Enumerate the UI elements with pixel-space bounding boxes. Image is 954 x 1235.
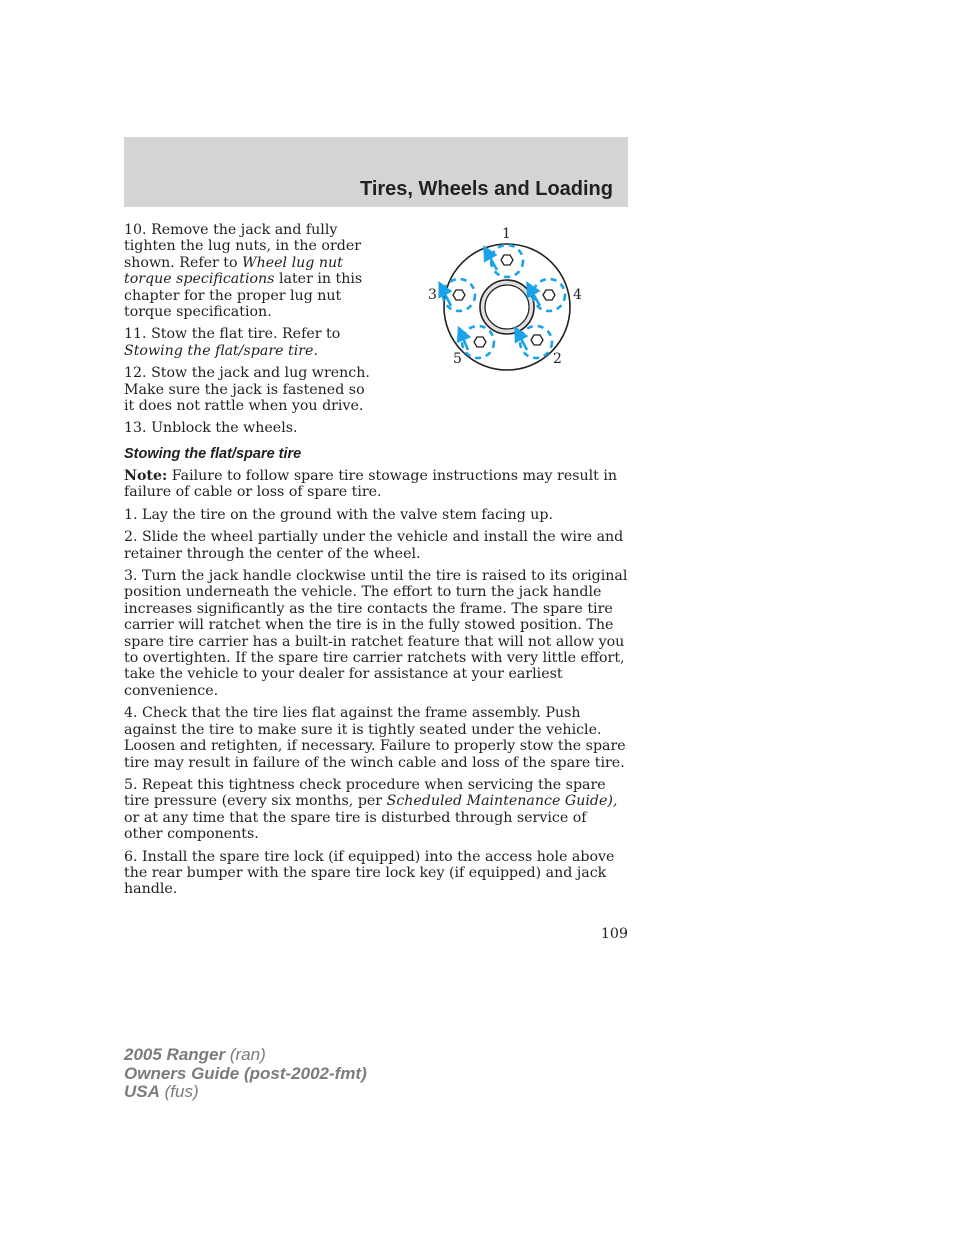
stow-step-4: 4. Check that the tire lies flat against the frame assembly. Push against the tire to make sure it is tightly seated under the vehicle. Loosen and retighten, if necessary. Failure to properly stow the spare tire may result in failure of the winch cable and loss of the spare tire. [124,705,626,771]
stow-step-5-reference: Scheduled Maintenance Guide), [386,793,618,810]
stow-step-1: 1. Lay the tire on the ground with the valve stem facing up. [124,506,554,523]
footer-line-2: Owners Guide (post-2002-fmt) [124,1063,367,1083]
steps-column [124,222,372,443]
lug-nut-5 [474,337,486,347]
step-10: 10. Remove the jack and fully tighten the lug nuts, in the order shown. Refer to Wheel lug nut torque specifications later in this chapter for the proper lug nut torque specification. [124,222,363,321]
footer-line-1: 2005 Ranger (ran) [124,1045,266,1064]
step-11-reference: Stowing the flat/spare tire. [124,342,318,359]
stow-step-3: 3. Turn the jack handle clockwise until the tire is raised to its original position underneath the vehicle. The effort to turn the jack handle increases significantly as the tire contacts the frame. The spare tire carrier will ratchet when the tire is in the fully stowed position. The spare tire carrier has a built-in ratchet feature that will not allow you to overtighten. If the spare tire carrier ratchets with very little effort, take the vehicle to your dealer for assistance at your earliest convenience. [124,568,628,699]
label-5: 5 [453,351,462,367]
lug-nut-3 [453,290,465,300]
stowing-section [124,445,628,904]
chapter-header [124,137,628,207]
document-footer [124,1046,367,1102]
label-2: 2 [553,351,562,367]
step-10-reference: Wheel lug nut torque specifications [124,254,343,288]
lug-nut-1 [501,255,513,265]
note-paragraph: Note: Failure to follow spare tire stowage instructions may result in failure of cable or loss of spare tire. [124,468,618,501]
section-heading: Stowing the flat/spare tire [124,446,302,462]
step-13: 13. Unblock the wheels. [124,420,298,437]
stow-step-6: 6. Install the spare tire lock (if equipped) into the access hole above the rear bumper with the spare tire lock key (if equipped) and jack handle. [124,848,615,898]
label-1: 1 [502,226,511,242]
page-number: 109 [600,926,628,942]
note-label: Note: [124,468,168,484]
lug-nut-2 [531,335,543,345]
lug-nut-order-diagram [420,222,590,372]
step-12: 12. Stow the jack and lug wrench. Make sure the jack is fastened so it does not rattle when you drive. [124,365,370,415]
stow-step-2: 2. Slide the wheel partially under the vehicle and install the wire and retainer through the center of the wheel. [124,529,624,562]
chapter-title: Tires, Wheels and Loading [359,178,613,200]
stow-step-5: 5. Repeat this tightness check procedure when servicing the spare tire pressure (every six months, per Scheduled Maintenance Guide), or at any time that the spare tire is disturbed through service of other components. [124,776,618,843]
lug-nut-4 [543,290,555,300]
label-3: 3 [428,287,437,303]
label-4: 4 [573,287,582,303]
step-11: 11. Stow the flat tire. Refer to Stowing the flat/spare tire. [124,326,341,359]
footer-line-3: USA (fus) [124,1082,199,1101]
hub-center [485,285,529,329]
